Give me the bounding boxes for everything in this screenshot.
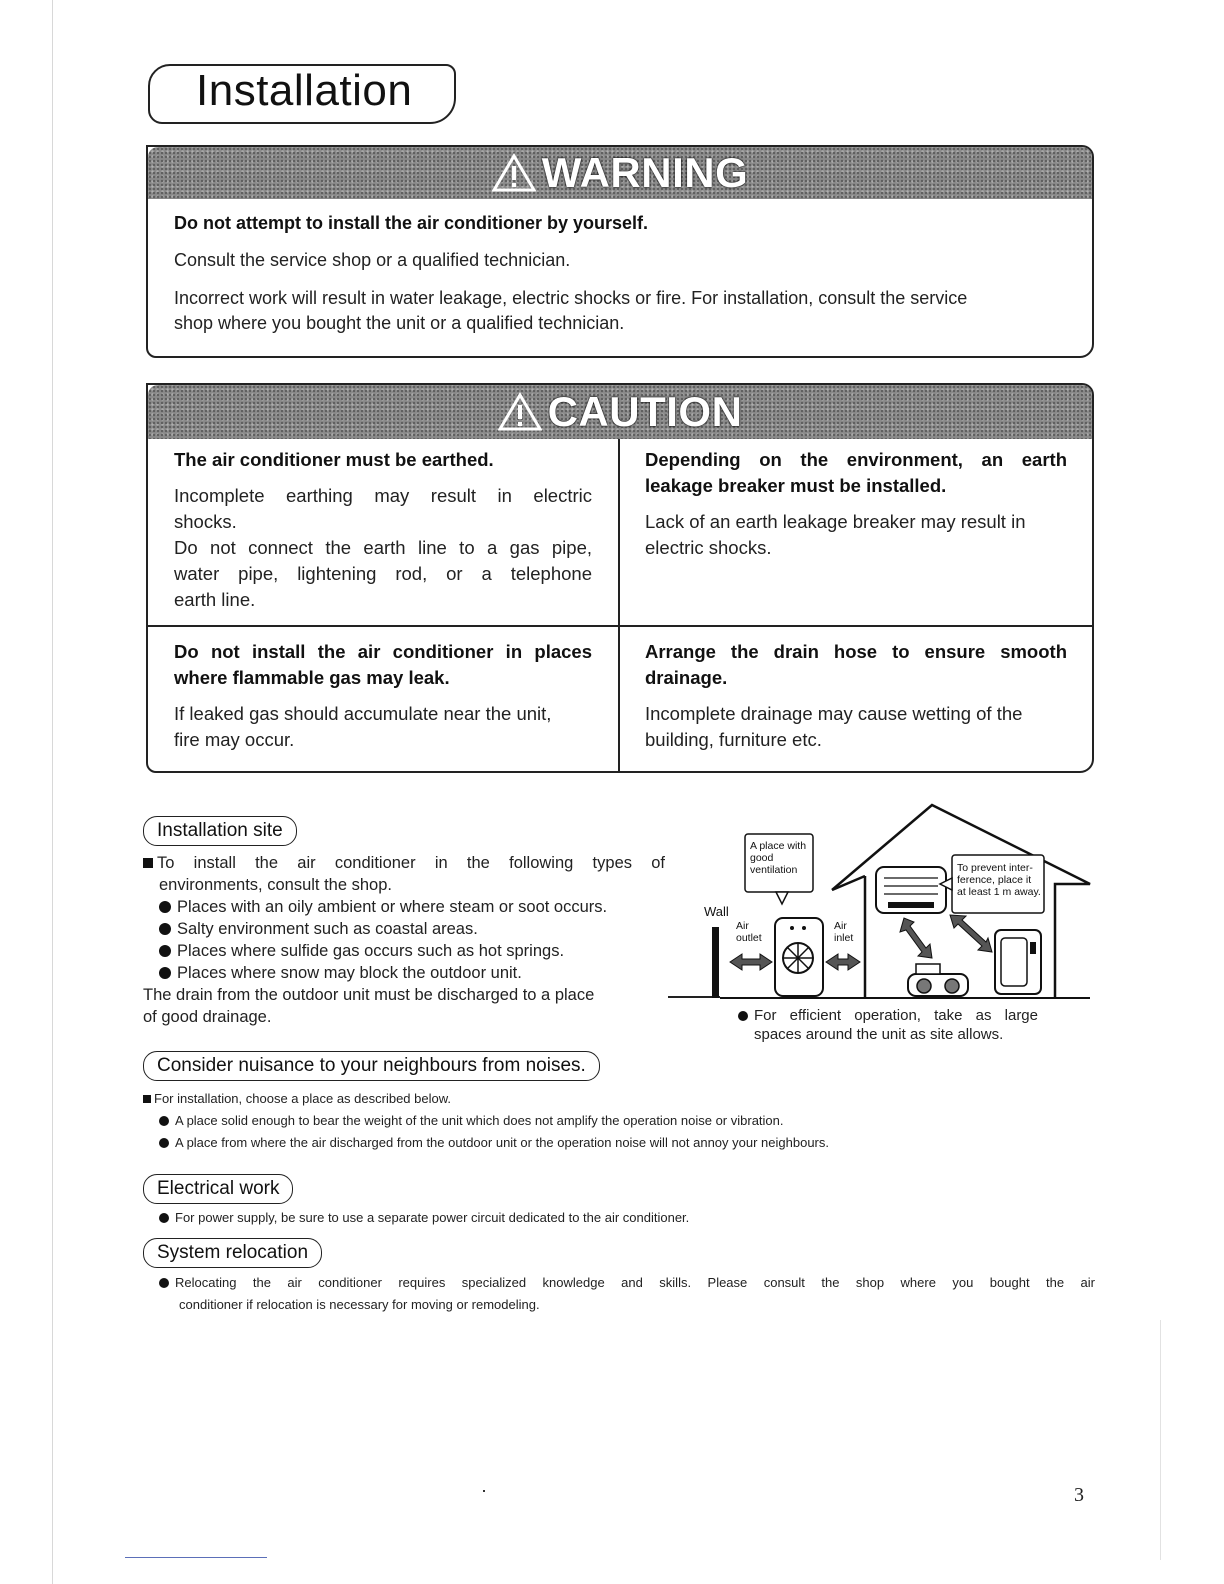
bullet-icon: [159, 1213, 169, 1223]
cell-title-line: Depending on the environment, an earth: [645, 449, 1067, 470]
cell-title-line: Arrange the drain hose to ensure smooth: [645, 641, 1067, 662]
cell-title-line: Do not install the air conditioner in places: [174, 641, 592, 662]
label-line: ference, place it: [957, 874, 1032, 886]
relocation-line-b: conditioner if relocation is necessary for moving or remodeling.: [179, 1297, 540, 1312]
wall-label: Wall: [704, 904, 729, 919]
site-bullet: Places where sulfide gas occurs such as hot springs.: [177, 942, 565, 960]
label-line: Air: [834, 920, 847, 932]
bullet-icon: [159, 1278, 169, 1288]
caution-divider-horizontal: [148, 625, 1094, 627]
cell-body-line: fire may occur.: [174, 729, 295, 750]
caution-label: CAUTION: [547, 388, 743, 435]
caution-cell-drain-hose: [645, 639, 1067, 753]
caution-banner: [148, 385, 1092, 439]
warning-heading: Do not attempt to install the air conditioner by yourself.: [174, 213, 649, 233]
bullet-icon: [738, 1011, 748, 1021]
caution-cell-earthed: [174, 447, 592, 613]
scan-dot: [483, 1490, 485, 1492]
system-relocation-heading: System relocation: [143, 1238, 322, 1268]
cell-body-line: Do not connect the earth line to a gas pipe,: [174, 537, 592, 558]
relocation-line-a: Relocating the air conditioner requires specialized knowledge and skills. Please consult the shop where you bought the air: [175, 1275, 1095, 1290]
bullet-icon: [159, 967, 171, 979]
label-line: good: [750, 852, 774, 864]
label-line: To prevent inter-: [957, 862, 1033, 874]
warning-label: WARNING: [541, 149, 749, 196]
label-line: A place with: [750, 840, 807, 852]
air-inlet-label: [834, 920, 853, 944]
caution-panel: [146, 383, 1094, 773]
cell-body-line: water pipe, lightening rod, or a telephone: [174, 563, 592, 584]
bullet-icon: [159, 945, 171, 957]
noise-bullet: A place from where the air discharged from the outdoor unit or the operation noise will not annoy your neighbours.: [175, 1135, 829, 1150]
label-line: outlet: [736, 932, 762, 944]
electrical-work-heading: Electrical work: [143, 1174, 293, 1204]
bullet-icon: [159, 1116, 169, 1126]
site-bullet: Salty environment such as coastal areas.: [177, 920, 478, 938]
noise-intro: For installation, choose a place as described below.: [154, 1091, 452, 1106]
efficient-operation-note: [738, 1006, 1038, 1044]
warning-line-2a: Incorrect work will result in water leakage, electric shocks or fire. For installation, consult the service: [174, 288, 968, 308]
site-bullet: Places where snow may block the outdoor unit.: [177, 964, 522, 982]
bullet-icon: [159, 923, 171, 935]
warning-line-2b: shop where you bought the unit or a qualified technician.: [174, 313, 625, 333]
ventilation-label: [750, 840, 814, 876]
bullet-icon: [159, 901, 171, 913]
label-line: Air: [736, 920, 749, 932]
bottom-edge-line: [125, 1557, 267, 1558]
cell-body-line: If leaked gas should accumulate near the unit,: [174, 703, 552, 724]
installation-site-diagram: [700, 800, 1100, 1005]
cell-title-line: drainage.: [645, 667, 728, 688]
interference-label: [957, 862, 1045, 898]
cell-body-line: earth line.: [174, 589, 256, 610]
electrical-section: [159, 1207, 1099, 1229]
installation-site-intro: [143, 852, 665, 1028]
page-title: Installation: [196, 66, 413, 115]
electrical-bullet: For power supply, be sure to use a separate power circuit dedicated to the air conditioner.: [175, 1210, 690, 1225]
note-line-b: spaces around the unit as site allows.: [754, 1026, 1004, 1043]
bullet-icon: [159, 1138, 169, 1148]
relocation-section: [159, 1272, 1095, 1316]
cell-body-line: Incomplete drainage may cause wetting of the: [645, 703, 1023, 724]
noise-bullet: A place solid enough to bear the weight of the unit which does not amplify the operation noise or vibration.: [175, 1113, 784, 1128]
cell-body-line: Lack of an earth leakage breaker may result in: [645, 511, 1026, 532]
noise-section: [143, 1088, 1103, 1154]
scan-edge-line: [52, 0, 53, 1584]
note-line-a: For efficient operation, take as large: [754, 1007, 1038, 1024]
warning-triangle-icon: [492, 153, 536, 193]
cell-body-line: Incomplete earthing may result in electric: [174, 485, 592, 506]
square-bullet-icon: [143, 858, 153, 868]
site-bullet: Places with an oily ambient or where steam or soot occurs.: [177, 898, 608, 916]
warning-panel: [146, 145, 1094, 358]
scan-edge-line-right: [1160, 1320, 1161, 1560]
label-line: inlet: [834, 932, 854, 944]
warning-triangle-icon: [498, 392, 542, 432]
warning-banner: [148, 147, 1092, 199]
square-bullet-icon: [143, 1095, 151, 1103]
cell-body-line: building, furniture etc.: [645, 729, 822, 750]
cell-title-line: where flammable gas may leak.: [174, 667, 450, 688]
cell-body-line: electric shocks.: [645, 537, 772, 558]
caution-cell-flammable-gas: [174, 639, 592, 753]
label-line: ventilation: [750, 864, 798, 876]
drain-line-b: of good drainage.: [143, 1008, 272, 1026]
page-number: 3: [1074, 1484, 1084, 1506]
cell-title-line: leakage breaker must be installed.: [645, 475, 947, 496]
caution-divider-vertical: [618, 439, 620, 773]
cell-title: The air conditioner must be earthed.: [174, 449, 494, 470]
air-outlet-label: [736, 920, 762, 944]
installation-site-heading: Installation site: [143, 816, 297, 846]
label-line: at least 1 m away.: [957, 886, 1041, 898]
warning-line-1: Consult the service shop or a qualified technician.: [174, 250, 571, 270]
noise-heading: Consider nuisance to your neighbours from noises.: [143, 1051, 600, 1081]
caution-cell-breaker: [645, 447, 1067, 561]
cell-body-line: shocks.: [174, 511, 237, 532]
drain-line-a: The drain from the outdoor unit must be discharged to a place: [143, 986, 595, 1004]
intro-line-b: environments, consult the shop.: [159, 876, 392, 894]
intro-line-a: To install the air conditioner in the following types of: [157, 854, 665, 872]
